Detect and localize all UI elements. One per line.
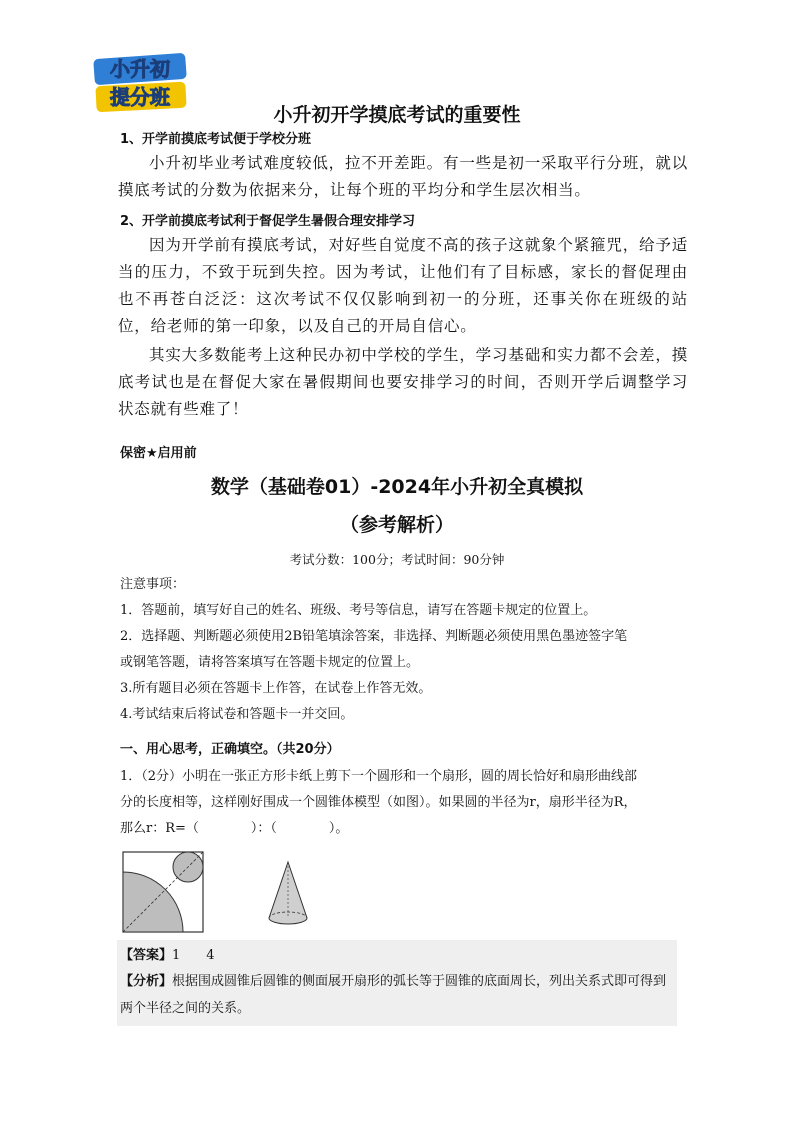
logo-line2: 提分班	[110, 85, 170, 109]
notes	[120, 572, 680, 728]
section2-paragraph: 因为开学前有摸底考试，对好些自觉度不高的孩子这就象个紧箍咒，给予适当的压力，不致于玩到失控。因为考试，让他们有了目标感，家长的督促理由也不再苍白泛泛：这次考试不仅仅影响到初一的分班，还事关你在班级的站位，给老师的第一印象，以及自己的开局自信心。	[118, 236, 688, 335]
note-item: 1．答题前，填写好自己的姓名、班级、考号等信息，请写在答题卡规定的位置上。	[120, 603, 597, 618]
answer-label: 【答案】	[120, 948, 173, 963]
logo-line1: 小升初	[110, 57, 170, 81]
secret-label: 保密★启用前	[120, 446, 197, 461]
exam-subtitle: （参考解析）	[339, 514, 454, 536]
intro-title: 小升初开学摸底考试的重要性	[273, 104, 521, 126]
note-item: 2．选择题、判断题必须使用2B铅笔填涂答案，非选择、判断题必须使用黑色墨迹签字笔	[120, 629, 628, 644]
exam-meta: 考试分数：100分；考试时间：90分钟	[289, 552, 505, 567]
section1-paragraph: 小升初毕业考试难度较低，拉不开差距。有一些是初一采取平行分班，就以摸底考试的分数为依据来分，让每个班的平均分和学生层次相当。	[118, 154, 688, 199]
analysis-text: 根据围成圆锥后圆锥的侧面展开扇形的弧长等于圆锥的底面周长，列出关系式即可得到两个半径之间的关系。	[120, 974, 667, 1016]
section1-heading: 1、开学前摸底考试便于学校分班	[120, 132, 312, 147]
note-item: 3.所有题目必须在答题卡上作答，在试卷上作答无效。	[120, 681, 432, 696]
question-line: 1．（2分）小明在一张正方形卡纸上剪下一个圆形和一个扇形，圆的周长恰好和扇形曲线部	[120, 769, 638, 784]
analysis	[120, 968, 675, 1022]
question-figure	[120, 850, 360, 935]
notes-heading: 注意事项：	[120, 577, 186, 592]
analysis-label: 【分析】	[120, 974, 173, 989]
question-line: 分的长度相等，这样刚好围成一个圆锥体模型（如图）。如果圆的半径为r，扇形半径为R，	[120, 795, 637, 810]
note-item: 或钢笔答题，请将答案填写在答题卡规定的位置上。	[120, 655, 420, 670]
closing-paragraph: 其实大多数能考上这种民办初中学校的学生，学习基础和实力都不会差，摸底考试也是在督促大家在暑假期间也要安排学习的时间，否则开学后调整学习状态就有些难了！	[118, 346, 688, 418]
answer-value: 1 4	[172, 948, 215, 963]
question-line: 那么r：R=（ ）：（ ）。	[120, 821, 349, 836]
question-1	[120, 764, 685, 842]
exam-title: 数学（基础卷01）-2024年小升初全真模拟	[210, 476, 584, 498]
note-item: 4.考试结束后将试卷和答题卡一并交回。	[120, 707, 354, 722]
part1-title: 一、用心思考，正确填空。（共20分）	[120, 742, 340, 757]
cone-diagram	[269, 862, 307, 924]
square-card-diagram	[123, 852, 203, 932]
section2-heading: 2、开学前摸底考试利于督促学生暑假合理安排学习	[120, 214, 416, 229]
answer-line	[120, 944, 215, 963]
